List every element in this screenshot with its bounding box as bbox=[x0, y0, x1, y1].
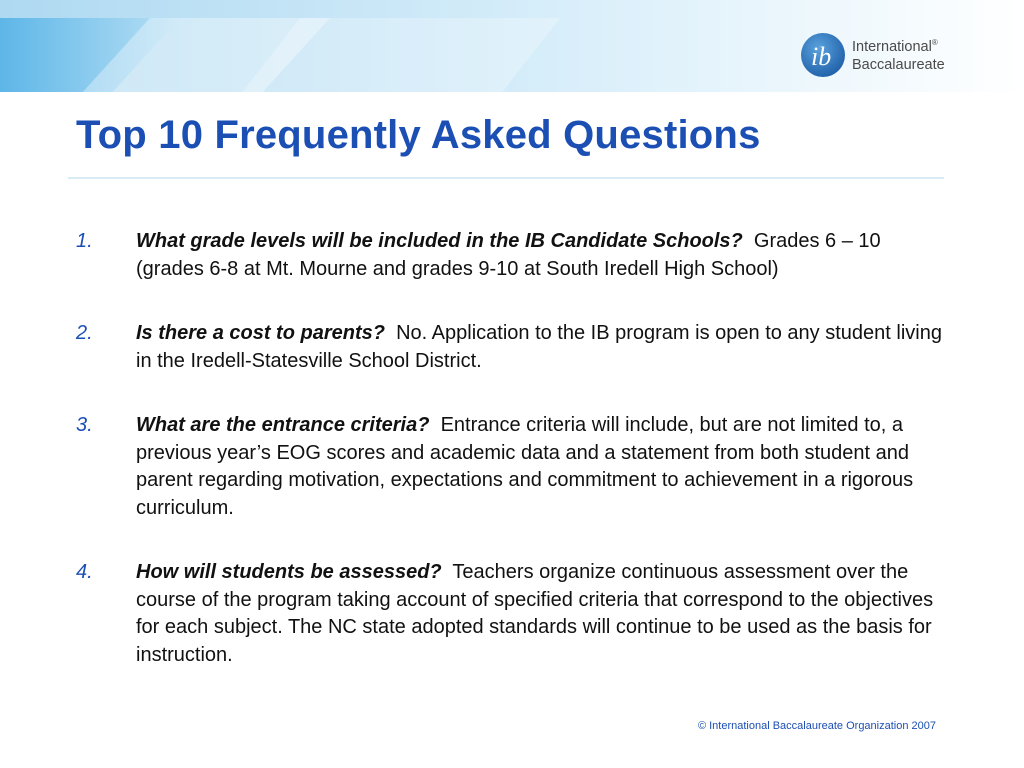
faq-item bbox=[76, 412, 946, 522]
logo-registered-mark: ® bbox=[931, 38, 938, 47]
svg-text:ib: ib bbox=[811, 42, 832, 71]
faq-item bbox=[76, 559, 946, 669]
page-title: Top 10 Frequently Asked Questions bbox=[76, 113, 761, 157]
ib-logo-icon bbox=[800, 32, 846, 78]
faq-question: What grade levels will be included in the IB Candidate Schools? bbox=[136, 230, 743, 252]
faq-number: 1. bbox=[76, 230, 93, 252]
faq-number: 4. bbox=[76, 561, 93, 583]
faq-number: 2. bbox=[76, 322, 93, 344]
footer-copyright: © International Baccalaureate Organization 2007 bbox=[697, 720, 936, 732]
faq-answer: No. Application to the IB program is open to any student living in the Iredell-Statesville School District. bbox=[136, 322, 942, 372]
ib-logo-text bbox=[852, 34, 945, 74]
faq-question: What are the entrance criteria? bbox=[136, 414, 430, 436]
ib-logo bbox=[800, 30, 960, 82]
faq-answer: Entrance criteria will include, but are not limited to, a previous year’s EOG scores and academic data and a statement from both student and parent regarding motivation, expectations and commitment to achievement in a rigorous curriculum. bbox=[136, 414, 914, 519]
faq-answer: Grades 6 – 10 (grades 6-8 at Mt. Mourne and grades 9-10 at South Iredell High School) bbox=[136, 230, 881, 280]
logo-line1: International bbox=[852, 38, 932, 55]
faq-answer: Teachers organize continuous assessment over the course of the program taking account of specified criteria that correspond to the objectives for each subject. The NC state adopted standards will continue to be used as the basis for instruction. bbox=[136, 561, 934, 666]
faq-question: Is there a cost to parents? bbox=[136, 322, 385, 344]
logo-line2: Baccalaureate bbox=[852, 56, 945, 73]
faq-number: 3. bbox=[76, 414, 93, 436]
title-divider bbox=[68, 177, 944, 179]
faq-item bbox=[76, 228, 946, 283]
faq-list bbox=[76, 228, 946, 706]
faq-question: How will students be assessed? bbox=[136, 561, 442, 583]
faq-item bbox=[76, 320, 946, 375]
